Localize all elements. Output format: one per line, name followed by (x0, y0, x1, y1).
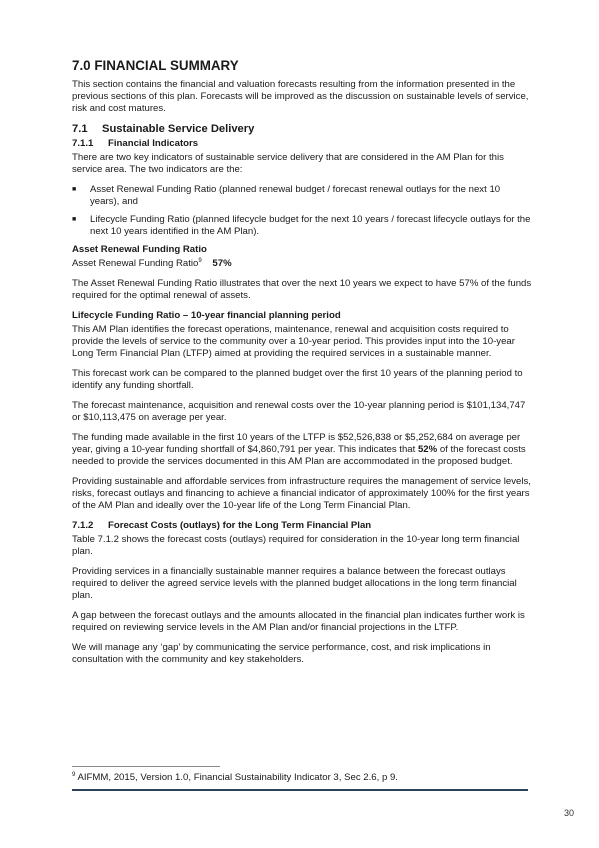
forecast-paragraph-2: Providing services in a financially sustainable manner requires a balance between the forecast outlays required to deliver the agreed service levels with the planned budget allocations in the long term financial plan. (72, 566, 517, 602)
lfr-text-c: of the forecast costs needed to provide the services documented in this AM Plan are accommodated in the proposed budget. (72, 444, 526, 468)
lfr-paragraph-5: Providing sustainable and affordable services from infrastructure requires the management of service levels, risks, forecast outlays and financing to achieve a financial indicator of approximately 100% for the first years of the AM Plan and ideally over the 10-year life of the Long Term Financial Plan. (72, 476, 531, 512)
subsection-title: Sustainable Service Delivery (102, 123, 255, 135)
arfr-heading: Asset Renewal Funding Ratio (72, 244, 207, 255)
subsection-number: 7.1.1 (72, 138, 94, 149)
list-item (72, 184, 532, 208)
bullet-icon: ■ (72, 186, 77, 193)
arfr-value: 57% (212, 258, 232, 270)
forecast-paragraph-4: We will manage any ‘gap’ by communicating the service performance, cost, and risk implications in consultation with the community and key stakeholders. (72, 642, 491, 666)
lfr-paragraph-3: The forecast maintenance, acquisition and renewal costs over the 10-year planning period is $101,134,747 or $10,113,475 on average per year. (72, 400, 526, 424)
page-content (72, 58, 532, 674)
footnote-number: 9 (72, 772, 76, 778)
subsection-7-1-1-heading (72, 138, 532, 149)
subsection-title: Financial Indicators (108, 138, 199, 149)
forecast-paragraph-1: Table 7.1.2 shows the forecast costs (outlays) required for consideration in the 10-year long term financial plan. (72, 534, 520, 558)
subsection-7-1-heading (72, 123, 532, 135)
list-item (72, 214, 532, 238)
footer-rule (72, 789, 528, 791)
lfr-paragraph-4 (72, 432, 532, 468)
lfr-text-a: The funding made available in the first 10 years of the LTFP is $52,526,838 or $5,252,684 on average per year, giving a 10-year funding shortfall of $4,860,791 per year. This indicates that (72, 432, 521, 456)
intro-paragraph: This section contains the financial and valuation forecasts resulting from the information presented in the previous sections of this plan. Forecasts will be improved as the discussion on sustainable levels of service, risk and cost matures. (72, 79, 529, 114)
forecast-paragraph-3: A gap between the forecast outlays and the amounts allocated in the financial plan indicates further work is required on reviewing service levels in the AM Plan and/or financial projections in the LTFP. (72, 610, 525, 634)
arfr-value-line (72, 258, 532, 269)
lfr-paragraph-1: This AM Plan identifies the forecast operations, maintenance, renewal and acquisition costs required to provide the levels of service to the community over a 10-year period. This provides input into the 10-year Long Term Financial Plan (LTFP) aimed at providing the required services in a sustainable manner. (72, 324, 515, 360)
lfr-paragraph-2: This forecast work can be compared to the planned budget over the first 10 years of the planning period to identify any funding shortfall. (72, 368, 523, 392)
indicator-list (72, 184, 532, 238)
arfr-paragraph: The Asset Renewal Funding Ratio illustrates that over the next 10 years we expect to have 57% of the funds required for the optimal renewal of assets. (72, 278, 532, 302)
section-heading: 7.0 FINANCIAL SUMMARY (72, 58, 239, 73)
subsection-7-1-2-heading (72, 520, 532, 531)
bullet-icon: ■ (72, 216, 77, 223)
indicators-paragraph: There are two key indicators of sustainable service delivery that are considered in the AM Plan for this service area. The two indicators are the: (72, 152, 504, 175)
list-item-text: Asset Renewal Funding Ratio (planned renewal budget / forecast renewal outlays for the next 10 years), and (90, 184, 501, 207)
footnote (72, 772, 398, 783)
arfr-label: Asset Renewal Funding Ratio (72, 258, 199, 270)
lfr-heading: Lifecycle Funding Ratio – 10-year financial planning period (72, 310, 341, 322)
page-number: 30 (563, 808, 574, 818)
footnote-divider (72, 766, 220, 767)
footnote-text: AIFMM, 2015, Version 1.0, Financial Sustainability Indicator 3, Sec 2.6, p 9. (75, 772, 398, 784)
list-item-text: Lifecycle Funding Ratio (planned lifecycle budget for the next 10 years / forecast lifecycle outlays for the next 10 years identified in the AM Plan). (90, 214, 531, 237)
subsection-number: 7.1.2 (72, 520, 94, 532)
footnote-ref: 9 (198, 258, 202, 264)
lfr-percent: 52% (417, 444, 438, 456)
subsection-title: Forecast Costs (outlays) for the Long Term Financial Plan (108, 520, 372, 532)
subsection-number: 7.1 (72, 123, 88, 135)
